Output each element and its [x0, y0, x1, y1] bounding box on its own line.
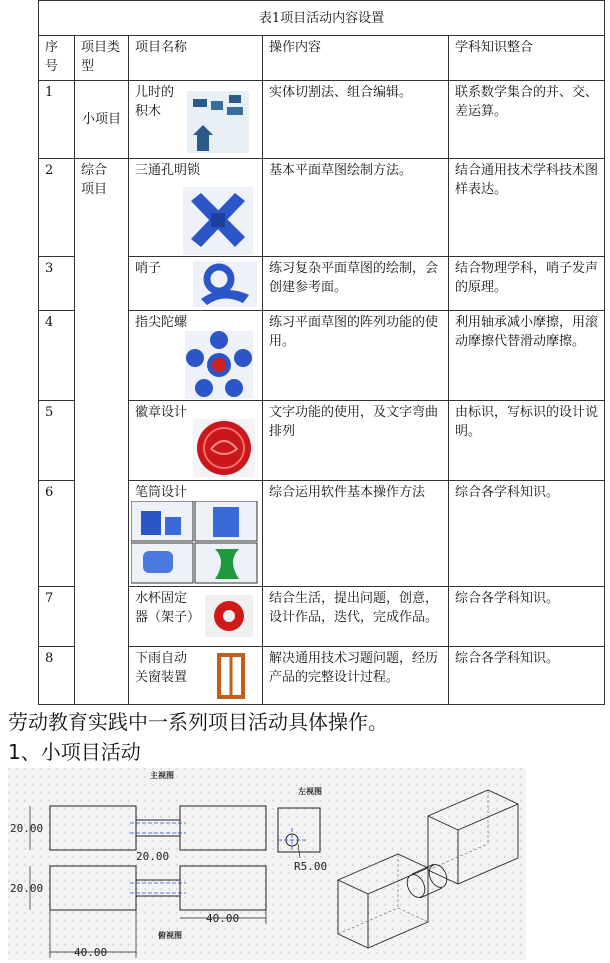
row-number: 5 [39, 401, 75, 481]
blocks-image [187, 91, 249, 153]
row-number: 4 [39, 311, 75, 401]
operation-content: 综合运用软件基本操作方法 [263, 481, 449, 587]
dim-width-left: 40.00 [74, 946, 108, 959]
table-row [39, 81, 605, 159]
operation-content: 练习平面草图的阵列功能的使用。 [263, 311, 449, 401]
operation-content: 基本平面草图绘制方法。 [263, 159, 449, 257]
project-name: 笔筒设计 [135, 485, 188, 500]
dim-gap: 20.00 [136, 850, 170, 863]
row-number: 2 [39, 159, 75, 257]
project-name: 下雨自动关窗装置 [135, 651, 188, 685]
row-number: 6 [39, 481, 75, 587]
activity-table [38, 0, 605, 705]
name-cell [129, 311, 263, 401]
header-type: 项目类型 [75, 36, 129, 81]
whistle-image [193, 261, 257, 307]
dim-width-right: 40.00 [206, 912, 240, 925]
name-cell [129, 257, 263, 311]
project-name: 指尖陀螺 [135, 315, 188, 330]
dim-height-top: 20.00 [10, 882, 44, 895]
dim-radius: R5.00 [294, 860, 328, 873]
top-view-label: 俯视图 [158, 931, 182, 940]
table-caption: 表1项目活动内容设置 [39, 1, 605, 36]
row-number: 8 [39, 647, 75, 705]
row-number: 7 [39, 587, 75, 647]
name-cell [129, 81, 263, 159]
name-cell [129, 647, 263, 705]
cup-holder-image [205, 595, 253, 637]
header-knowledge: 学科知识整合 [449, 36, 605, 81]
knowledge-integration: 利用轴承减小摩擦，用滚动摩擦代替滑动摩擦。 [449, 311, 605, 401]
project-name: 三通孔明锁 [135, 163, 201, 178]
name-cell [129, 159, 263, 257]
badge-image [193, 419, 255, 477]
front-view-label: 主视图 [150, 771, 174, 780]
operation-content: 实体切割法、组合编辑。 [263, 81, 449, 159]
knowledge-integration: 结合通用技术学科技术图样表达。 [449, 159, 605, 257]
project-name: 徽章设计 [135, 405, 188, 420]
operation-content: 练习复杂平面草图的绘制，会创建参考面。 [263, 257, 449, 311]
section-heading: 1、小项目活动 [8, 740, 141, 764]
project-name: 水杯固定器（架子） [135, 591, 201, 625]
lock-image [183, 187, 253, 255]
header-op: 操作内容 [263, 36, 449, 81]
knowledge-integration: 联系数学集合的并、交、差运算。 [449, 81, 605, 159]
engineering-drawing [8, 768, 526, 960]
paragraph-intro: 劳动教育实践中一系列项目活动具体操作。 [8, 710, 388, 734]
knowledge-integration: 综合各学科知识。 [449, 587, 605, 647]
name-cell [129, 587, 263, 647]
knowledge-integration: 由标识，写标识的设计说明。 [449, 401, 605, 481]
header-no: 序号 [39, 36, 75, 81]
spinner-image [185, 331, 253, 399]
header-name: 项目名称 [129, 36, 263, 81]
type-small-cell: 小项目 [75, 81, 129, 159]
window-device-image [215, 651, 249, 701]
row-number: 3 [39, 257, 75, 311]
table-row [39, 159, 605, 257]
operation-content: 解决通用技术习题问题，经历产品的完整设计过程。 [263, 647, 449, 705]
activity-table-container [38, 0, 604, 705]
knowledge-integration: 综合各学科知识。 [449, 481, 605, 587]
penholder-images [131, 501, 259, 585]
type-combined-label: 综合项目 [81, 163, 108, 197]
row-number: 1 [39, 81, 75, 159]
knowledge-integration: 结合物理学科，哨子发声的原理。 [449, 257, 605, 311]
left-view-label: 左视图 [298, 787, 322, 796]
knowledge-integration: 综合各学科知识。 [449, 647, 605, 705]
type-combined-cell [75, 159, 129, 705]
name-cell [129, 401, 263, 481]
project-name: 儿时的积木 [135, 85, 175, 119]
operation-content: 文字功能的使用，及文字弯曲排列 [263, 401, 449, 481]
name-cell [129, 481, 263, 587]
dim-height-front: 20.00 [10, 822, 44, 835]
project-name: 哨子 [135, 261, 162, 276]
operation-content: 结合生活，提出问题，创意，设计作品，迭代，完成作品。 [263, 587, 449, 647]
